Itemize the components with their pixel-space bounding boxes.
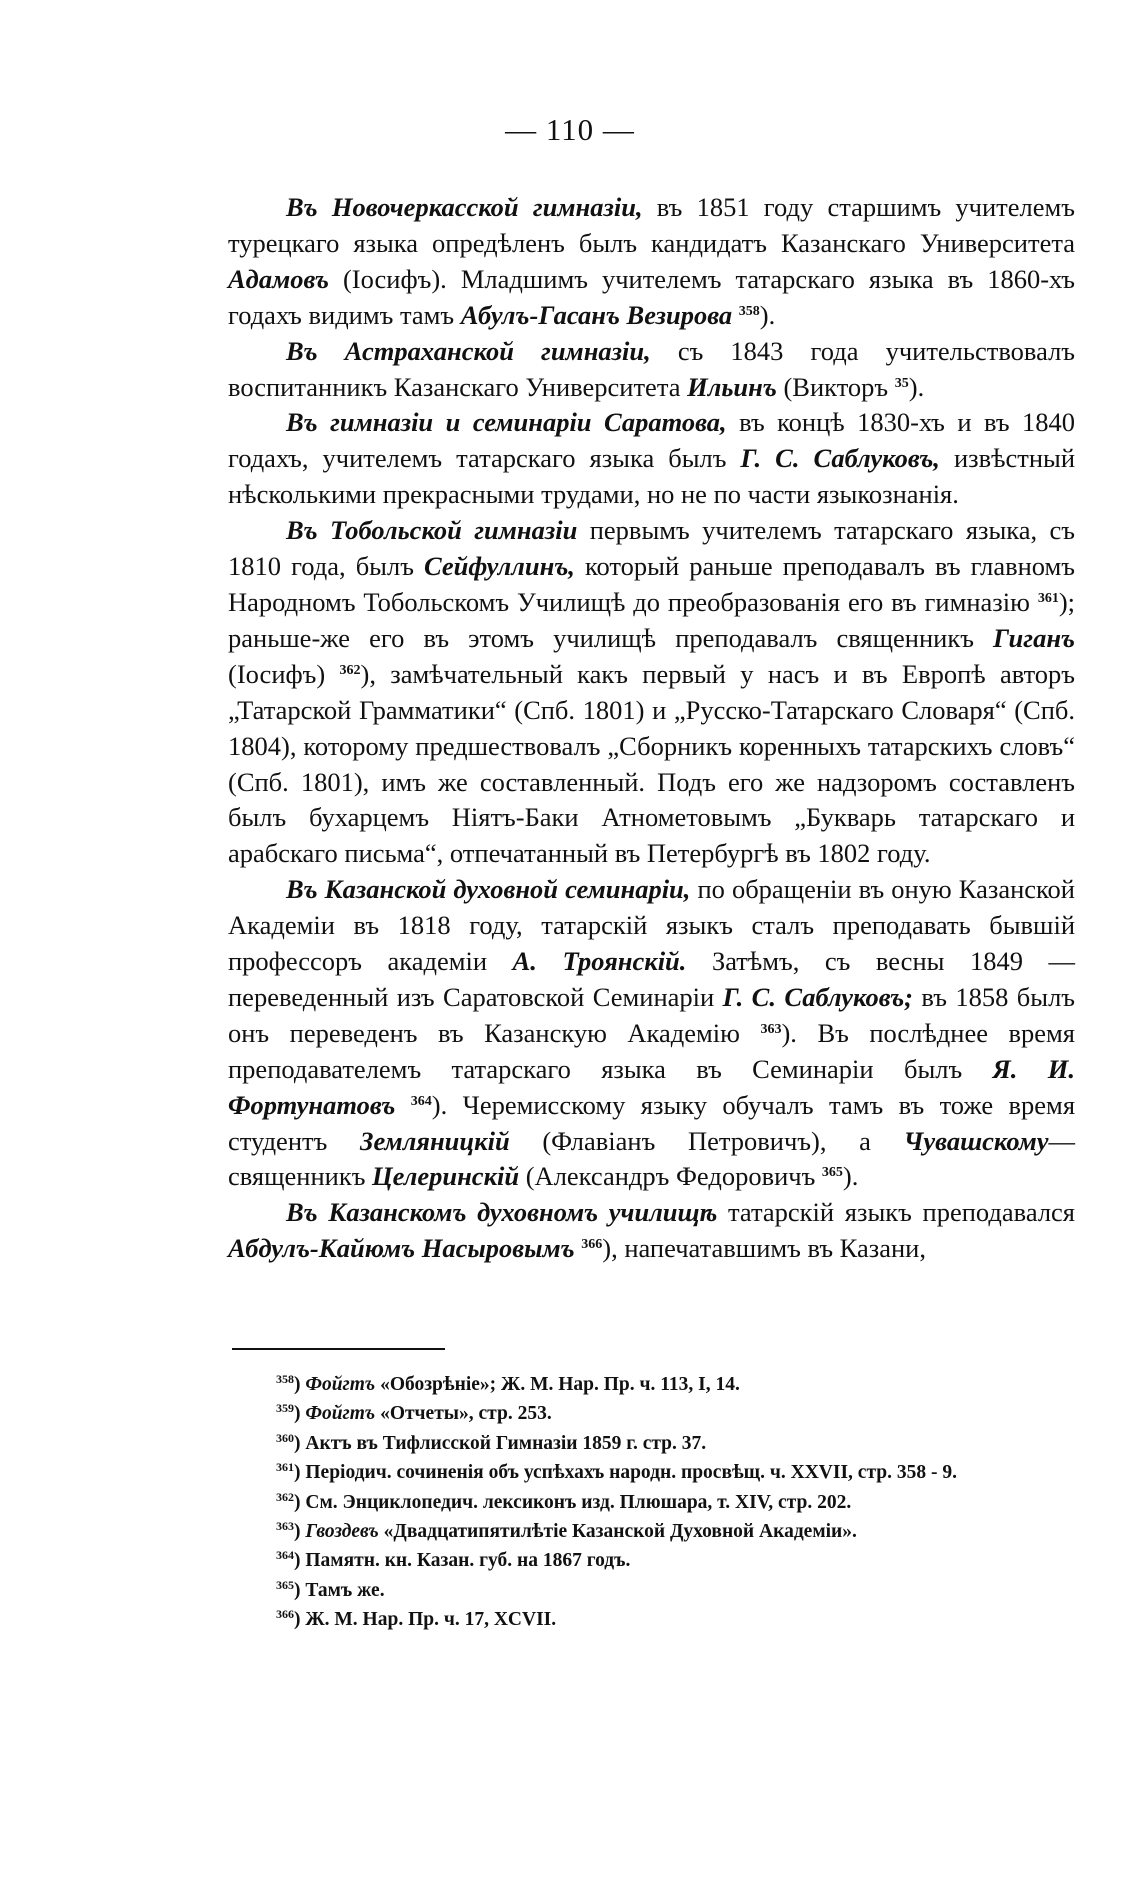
footnote-number: 364 xyxy=(276,1548,294,1563)
paragraph-text: который раньше преподавалъ въ главномъ Народномъ Тобольскомъ Училищѣ до преобразованія его въ гимназію xyxy=(228,551,1076,617)
paragraph-text: въ концѣ 1830-хъ и въ 1840 годахъ, учителемъ татарскаго языка былъ xyxy=(228,407,1075,474)
main-text xyxy=(228,190,1075,1267)
paragraph-text: Затѣмъ, съ весны 1849 — переведенный изъ Саратовской Семинаріи xyxy=(228,946,1075,1012)
emphasized-text: Я. И. Фортунатовъ xyxy=(228,1053,1076,1120)
body-paragraph xyxy=(228,872,1075,1195)
footnotes-section xyxy=(228,1370,1075,1635)
footnote-text: См. Энциклопедич. лексиконъ изд. Плюшара, т. XIV, стр. 202. xyxy=(305,1491,852,1513)
paragraph-text: по обращеніи въ оную Казанской Академіи въ 1818 году, татарскій языкъ сталъ преподавать бывшій профессоръ академіи xyxy=(228,874,1075,977)
emphasized-text: Ильинъ xyxy=(687,371,777,402)
footnote-number: 362 xyxy=(276,1489,294,1504)
emphasized-text: Г. С. Саблуковъ; xyxy=(722,981,914,1012)
footnote: $^{364}$) Памятн. кн. Казан. губ. на 1867 годъ. xyxy=(276,1548,631,1572)
body-paragraph xyxy=(228,334,1075,406)
paragraph-text: извѣстный нѣсколькими прекрасными трудами, но не по части языкознанія. xyxy=(228,443,1076,510)
footnote: $^{359}$) Фойгтъ «Отчеты», стр. 253. xyxy=(276,1401,552,1425)
footnote: $^{362}$) См. Энциклопедич. лексиконъ изд. Плюшара, т. XIV, стр. 202. xyxy=(276,1489,852,1513)
footnote-reference: 361 xyxy=(1037,590,1059,606)
paragraph-text: ). Въ послѣднее время преподавателемъ татарскаго языка въ Семинаріи былъ xyxy=(228,1017,1075,1084)
body-paragraph xyxy=(228,1195,1075,1267)
footnote-author: Фойгтъ xyxy=(305,1403,376,1425)
emphasized-text: Земляницкій xyxy=(359,1125,510,1156)
paragraph-text: первымъ учителемъ татарскаго языка, съ 1810 года, былъ xyxy=(228,515,1076,582)
footnote-number: 358 xyxy=(276,1372,294,1386)
emphasized-text: Въ Казанскомъ духовномъ училищѣ xyxy=(286,1197,718,1228)
paragraph-text: ), напечатавшимъ въ Казани, xyxy=(602,1233,926,1264)
emphasized-text: Целеринскій xyxy=(372,1161,520,1192)
footnote-text: Памятн. кн. Казан. губ. на 1867 годъ. xyxy=(305,1550,631,1572)
footnote-number: 363 xyxy=(276,1519,294,1534)
footnote-author: Гвоздевъ xyxy=(305,1521,379,1543)
paragraph-text: въ 1858 былъ онъ переведенъ въ Казанскую Академію xyxy=(228,981,1075,1048)
emphasized-text: Въ Тобольской гимназіи xyxy=(286,515,578,546)
body-paragraph xyxy=(228,190,1075,334)
footnote-number: 366 xyxy=(276,1607,294,1622)
paragraph-text: татарскій языкъ преподавался xyxy=(717,1197,1075,1228)
footnote: $^{365}$) Тамъ же. xyxy=(276,1577,385,1601)
body-paragraph xyxy=(228,405,1075,513)
paragraph-text: —священникъ xyxy=(228,1125,1075,1192)
footnote-text: «Отчеты», стр. 253. xyxy=(375,1403,552,1425)
paragraph-text: (Викторъ xyxy=(776,371,895,402)
footnote-reference: 362 xyxy=(339,662,361,678)
footnote-text: «Обозрѣніе»; Ж. М. Нар. Пр. ч. 113, I, 14. xyxy=(375,1374,740,1395)
emphasized-text: Чувашскому xyxy=(903,1125,1049,1156)
footnote-text: «Двадцатипятилѣтіе Казанской Духовной Академіи». xyxy=(378,1521,857,1543)
footnote-text: Актъ въ Тифлисской Гимназіи 1859 г. стр. 37. xyxy=(305,1432,707,1454)
footnote-number: 365 xyxy=(276,1577,294,1592)
footnote-separator-rule xyxy=(232,1348,445,1350)
footnote: $^{358}$) Фойгтъ «Обозрѣніе»; Ж. М. Нар. Пр. ч. 113, I, 14. xyxy=(276,1372,740,1395)
footnote-reference: 358 xyxy=(738,303,760,319)
footnote-text: Тамъ же. xyxy=(305,1579,385,1601)
footnote: $^{366}$) Ж. М. Нар. Пр. ч. 17, XCVII. xyxy=(276,1607,557,1631)
paragraph-text: ); раньше-же его въ этомъ училищѣ преподавалъ священникъ xyxy=(228,586,1075,653)
paragraph-text xyxy=(395,1090,410,1120)
footnote-reference: 35 xyxy=(894,375,909,391)
footnote-number: 359 xyxy=(276,1401,294,1416)
page-number: — 110 — xyxy=(505,112,635,147)
paragraph-text: въ 1851 году старшимъ учителемъ турецкаго языка опредѣленъ былъ кандидатъ Казанскаго Университета xyxy=(228,192,1075,258)
paragraph-text xyxy=(732,300,739,330)
footnote-text: Ж. М. Нар. Пр. ч. 17, XCVII. xyxy=(305,1609,557,1631)
body-paragraph xyxy=(228,513,1075,872)
emphasized-text: Г. С. Саблуковъ, xyxy=(740,443,940,474)
paragraph-text: (Флавіанъ Петровичъ), а xyxy=(509,1125,904,1156)
footnote-reference: 363 xyxy=(760,1021,782,1037)
footnote-author: Фойгтъ xyxy=(305,1374,376,1395)
emphasized-text: Абулъ-Гасанъ Везирова xyxy=(460,299,733,330)
paragraph-text: (Іосифъ) xyxy=(228,658,340,689)
paragraph-text: ), замѣчательный какъ первый у насъ и въ Европѣ авторъ „Татарской Грамматики“ (Спб. 1801) и „Русско-Татарскаго Словаря“ (Спб. 1804), которому предшествовалъ „Сборникъ коренныхъ татарскихъ словъ“ (Спб. 1801), имъ же составленный. Подъ его же надзоромъ составленъ былъ бухарцемъ Ніятъ-Баки Атнометовымъ „Букварь татарскаго и арабскаго письма“, отпечатанный въ Петербургѣ въ 1802 году. xyxy=(228,658,1075,869)
emphasized-text: Въ Астраханской гимназіи, xyxy=(286,335,651,366)
footnote-reference: 364 xyxy=(410,1093,432,1109)
paragraph-text: (Александръ Федоровичъ xyxy=(519,1161,822,1192)
paragraph-text: (Іосифъ). Младшимъ учителемъ татарскаго языка въ 1860-хъ годахъ видимъ тамъ xyxy=(228,263,1075,330)
emphasized-text: Адамовъ xyxy=(228,263,329,294)
footnote-reference: 366 xyxy=(581,1237,603,1253)
paragraph-text: ). Черемисскому языку обучалъ тамъ въ тоже время студентъ xyxy=(228,1089,1076,1156)
footnote: $^{363}$) Гвоздевъ «Двадцатипятилѣтіе Казанской Духовной Академіи». xyxy=(276,1519,857,1543)
paragraph-text: ). xyxy=(759,299,776,330)
footnote-number: 361 xyxy=(276,1460,294,1475)
emphasized-text: Сейфуллинъ, xyxy=(423,551,575,582)
emphasized-text: Въ гимназіи и семинаріи Саратова, xyxy=(286,407,727,438)
paragraph-text: ). xyxy=(842,1161,859,1192)
emphasized-text: А. Троянскій. xyxy=(512,946,687,977)
emphasized-text: Въ Казанской духовной семинаріи, xyxy=(286,874,691,905)
footnote-text: Періодич. сочиненія объ успѣхахъ народн. просвѣщ. ч. XXVII, стр. 358 - 9. xyxy=(305,1462,957,1484)
emphasized-text: Абдулъ-Кайюмъ Насыровымъ xyxy=(228,1233,575,1264)
footnote: $^{361}$) Періодич. сочиненія объ успѣхахъ народн. просвѣщ. ч. XXVII, стр. 358 - 9. xyxy=(276,1460,957,1484)
footnote-reference: 365 xyxy=(821,1165,843,1181)
emphasized-text: Гиганъ xyxy=(993,622,1075,653)
emphasized-text: Въ Новочеркасской гимназіи, xyxy=(286,192,643,222)
paragraph-text: ). xyxy=(908,371,925,402)
footnote: $^{360}$) Актъ въ Тифлисской Гимназіи 1859 г. стр. 37. xyxy=(276,1430,707,1454)
footnote-number: 360 xyxy=(276,1430,294,1445)
paragraph-text: съ 1843 года учительствовалъ воспитанникъ Казанскаго Университета xyxy=(228,335,1076,402)
